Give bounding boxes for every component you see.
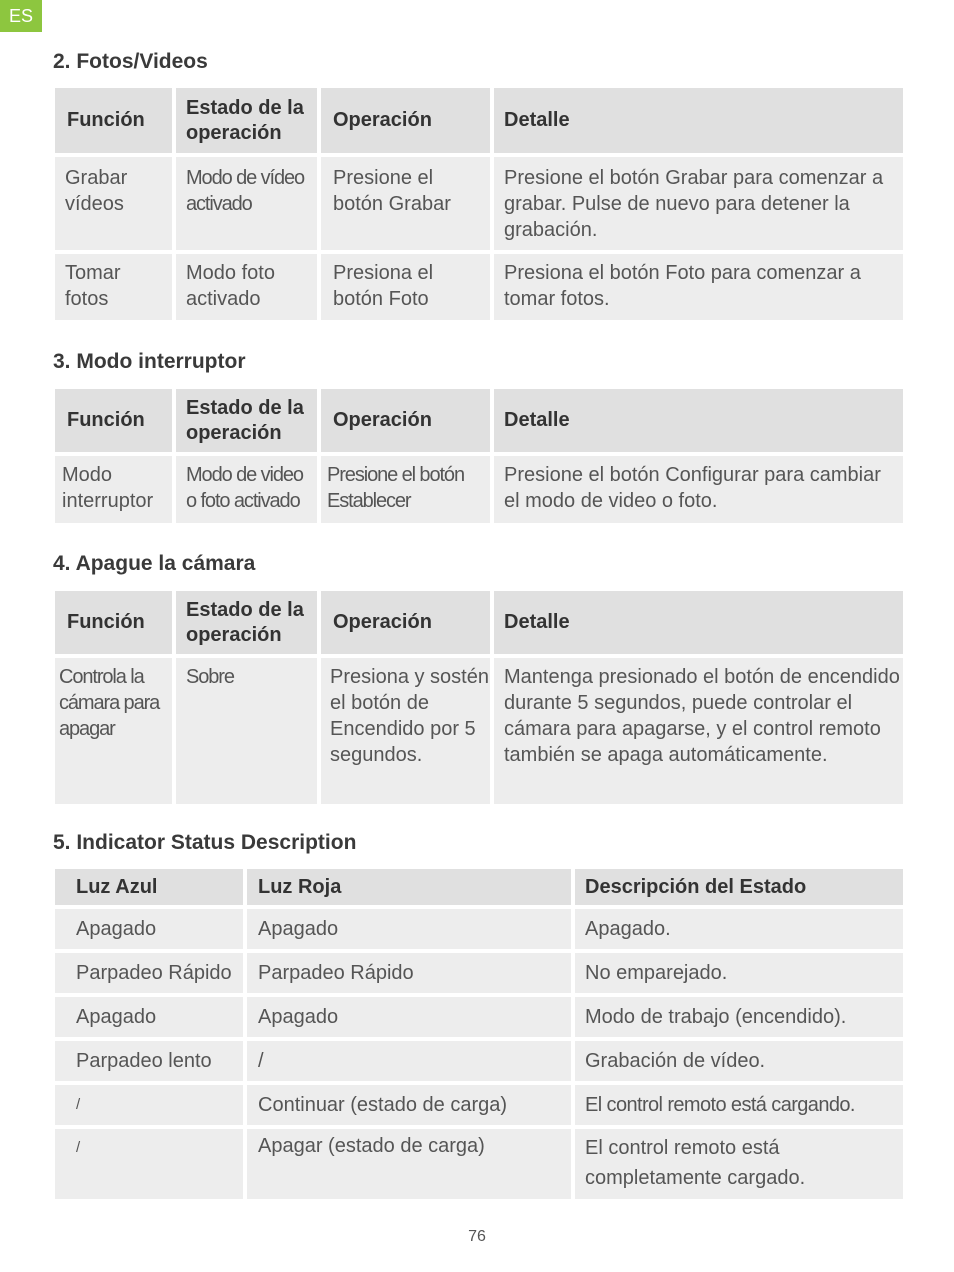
header-estado: Estado de la operación <box>176 389 317 452</box>
cell-estado: Modo de video o foto activado <box>176 456 317 523</box>
table-row <box>55 1041 903 1081</box>
cell-detalle: Presiona el botón Foto para comenzar a tomar fotos. <box>494 254 903 320</box>
section-title-fotos-videos: 2. Fotos/Videos <box>53 50 208 73</box>
section-title-apague-camara: 4. Apague la cámara <box>53 552 256 575</box>
cell-detalle: Presione el botón Configurar para cambiar el modo de video o foto. <box>494 456 903 523</box>
table-apague-camara <box>51 587 907 808</box>
header-descripcion: Descripción del Estado <box>575 869 903 905</box>
cell-luz-azul: Apagado <box>55 997 243 1037</box>
table-row <box>55 254 903 320</box>
header-detalle: Detalle <box>494 591 903 654</box>
cell-estado: Modo foto activado <box>176 254 317 320</box>
cell-funcion: Tomar fotos <box>55 254 172 320</box>
page-number: 76 <box>468 1228 486 1245</box>
header-detalle: Detalle <box>494 389 903 452</box>
cell-funcion: Grabar vídeos <box>55 157 172 250</box>
table-row <box>55 658 903 804</box>
header-funcion: Función <box>55 591 172 654</box>
header-funcion: Función <box>55 389 172 452</box>
header-operacion: Operación <box>321 389 490 452</box>
table-row <box>55 997 903 1037</box>
cell-estado: Modo de vídeo activado <box>176 157 317 250</box>
table-modo-interruptor <box>51 385 907 527</box>
cell-luz-azul: Parpadeo lento <box>55 1041 243 1081</box>
cell-funcion: Modo interruptor <box>55 456 172 523</box>
section-title-modo-interruptor: 3. Modo interruptor <box>53 350 246 373</box>
header-funcion: Función <box>55 88 172 153</box>
table-row <box>55 1129 903 1199</box>
table-row <box>55 456 903 523</box>
cell-operacion: Presione el botón Establecer <box>321 456 490 523</box>
cell-descripcion: Grabación de vídeo. <box>575 1041 903 1081</box>
cell-luz-azul: / <box>55 1085 243 1125</box>
cell-luz-roja: Apagado <box>247 909 571 949</box>
cell-operacion: Presiona y sostén el botón de Encendido por 5 segundos. <box>321 658 490 804</box>
table-row <box>55 953 903 993</box>
header-operacion: Operación <box>321 591 490 654</box>
cell-luz-roja: Apagar (estado de carga) <box>247 1129 571 1199</box>
cell-funcion: Controla la cámara para apagar <box>55 658 172 804</box>
table-row <box>55 1085 903 1125</box>
cell-luz-roja: Continuar (estado de carga) <box>247 1085 571 1125</box>
cell-luz-azul: Parpadeo Rápido <box>55 953 243 993</box>
header-luz-roja: Luz Roja <box>247 869 571 905</box>
cell-luz-azul: / <box>55 1129 243 1199</box>
cell-descripcion: No emparejado. <box>575 953 903 993</box>
cell-detalle: Mantenga presionado el botón de encendido durante 5 segundos, puede controlar el cámara para apagarse, y el control remoto también se apaga automáticamente. <box>494 658 903 804</box>
table-indicator-status <box>51 865 907 1203</box>
cell-operacion: Presiona el botón Foto <box>321 254 490 320</box>
cell-luz-roja: Apagado <box>247 997 571 1037</box>
cell-descripcion: Modo de trabajo (encendido). <box>575 997 903 1037</box>
table-fotos-videos <box>51 84 907 324</box>
cell-operacion: Presione el botón Grabar <box>321 157 490 250</box>
cell-luz-azul: Apagado <box>55 909 243 949</box>
cell-detalle: Presione el botón Grabar para comenzar a grabar. Pulse de nuevo para detener la grabación. <box>494 157 903 250</box>
header-luz-azul: Luz Azul <box>55 869 243 905</box>
cell-descripcion: El control remoto está cargando. <box>575 1085 903 1125</box>
section-title-indicator-status: 5. Indicator Status Description <box>53 831 357 854</box>
table-row <box>55 157 903 250</box>
header-operacion: Operación <box>321 88 490 153</box>
cell-estado: Sobre <box>176 658 317 804</box>
cell-luz-roja: Parpadeo Rápido <box>247 953 571 993</box>
language-badge: ES <box>0 0 42 32</box>
header-estado: Estado de la operación <box>176 88 317 153</box>
table-row <box>55 909 903 949</box>
header-estado: Estado de la operación <box>176 591 317 654</box>
cell-luz-roja: / <box>247 1041 571 1081</box>
cell-descripcion: El control remoto está completamente cargado. <box>575 1129 903 1199</box>
cell-descripcion: Apagado. <box>575 909 903 949</box>
header-detalle: Detalle <box>494 88 903 153</box>
